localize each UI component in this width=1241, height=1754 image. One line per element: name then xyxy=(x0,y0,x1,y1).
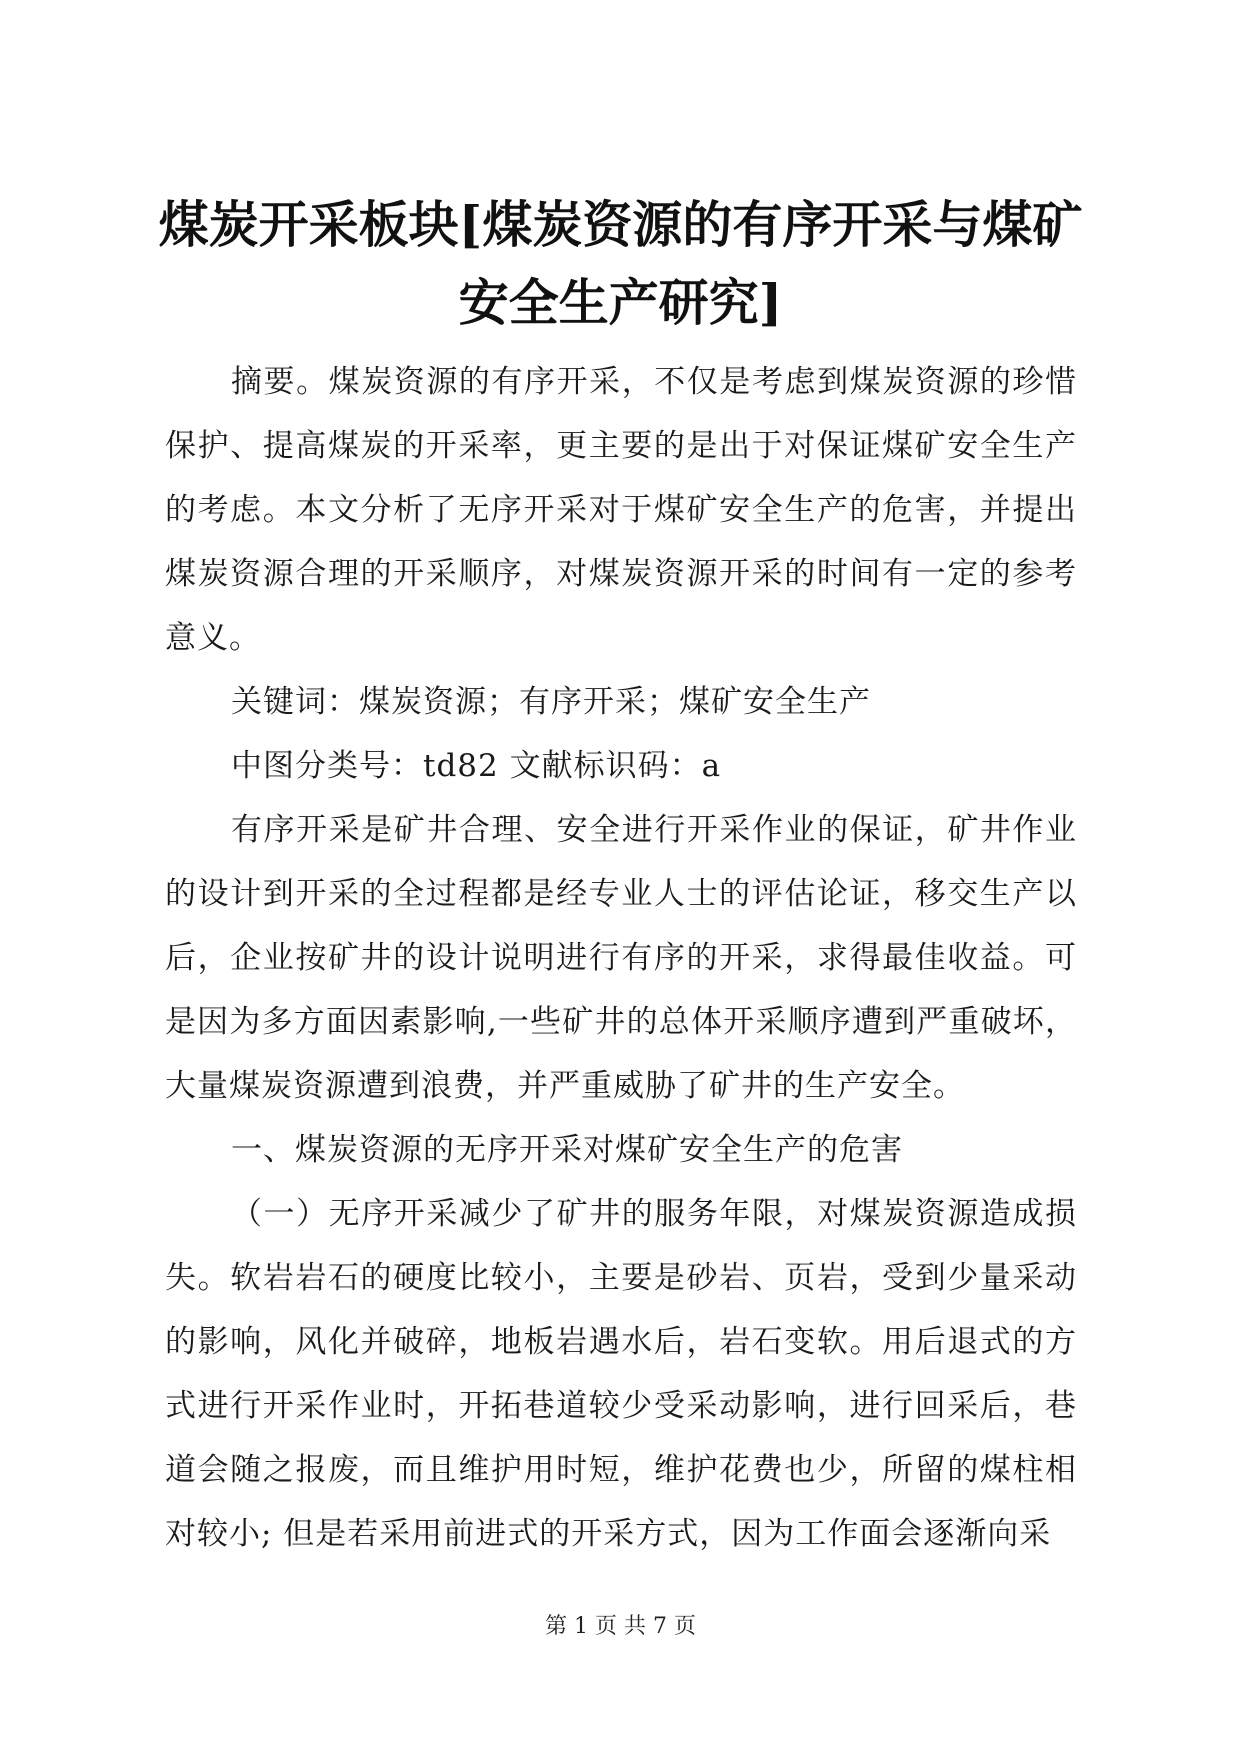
keywords-paragraph: 关键词：煤炭资源；有序开采；煤矿安全生产 xyxy=(231,684,871,720)
page-footer: 第 1 页 共 7 页 xyxy=(545,1614,696,1639)
document-title: 煤炭开采板块[煤炭资源的有序开采与煤矿安全生产研究] xyxy=(158,195,1083,332)
intro-paragraph: 有序开采是矿井合理、安全进行开采作业的保证，矿井作业的设计到开采的全过程都是经专业人士的评估论证，移交生产以后，企业按矿井的设计说明进行有序的开采，求得最佳收益。可是因为多方面因素影响,一些矿井的总体开采顺序遭到严重破坏，大量煤炭资源遭到浪费，并严重威胁了矿井的生产安全。 xyxy=(165,812,1077,1104)
document-body xyxy=(165,350,1077,1566)
abstract-paragraph: 摘要。煤炭资源的有序开采，不仅是考虑到煤炭资源的珍惜保护、提高煤炭的开采率，更主要的是出于对保证煤矿安全生产的考虑。本文分析了无序开采对于煤矿安全生产的危害，并提出煤炭资源合理的开采顺序，对煤炭资源开采的时间有一定的参考意义。 xyxy=(165,364,1077,656)
section-paragraph: （一）无序开采减少了矿井的服务年限，对煤炭资源造成损失。软岩岩石的硬度比较小，主要是砂岩、页岩，受到少量采动的影响，风化并破碎，地板岩遇水后，岩石变软。用后退式的方式进行开采作业时，开拓巷道较少受采动影响，进行回采后，巷道会随之报废，而且维护用时短，维护花费也少，所留的煤柱相对较小; 但是若采用前进式的开采方式，因为工作面会逐渐向采 xyxy=(165,1196,1077,1552)
section-heading: 一、煤炭资源的无序开采对煤矿安全生产的危害 xyxy=(231,1132,903,1168)
classification-paragraph: 中图分类号：td82 文献标识码：a xyxy=(231,748,722,784)
